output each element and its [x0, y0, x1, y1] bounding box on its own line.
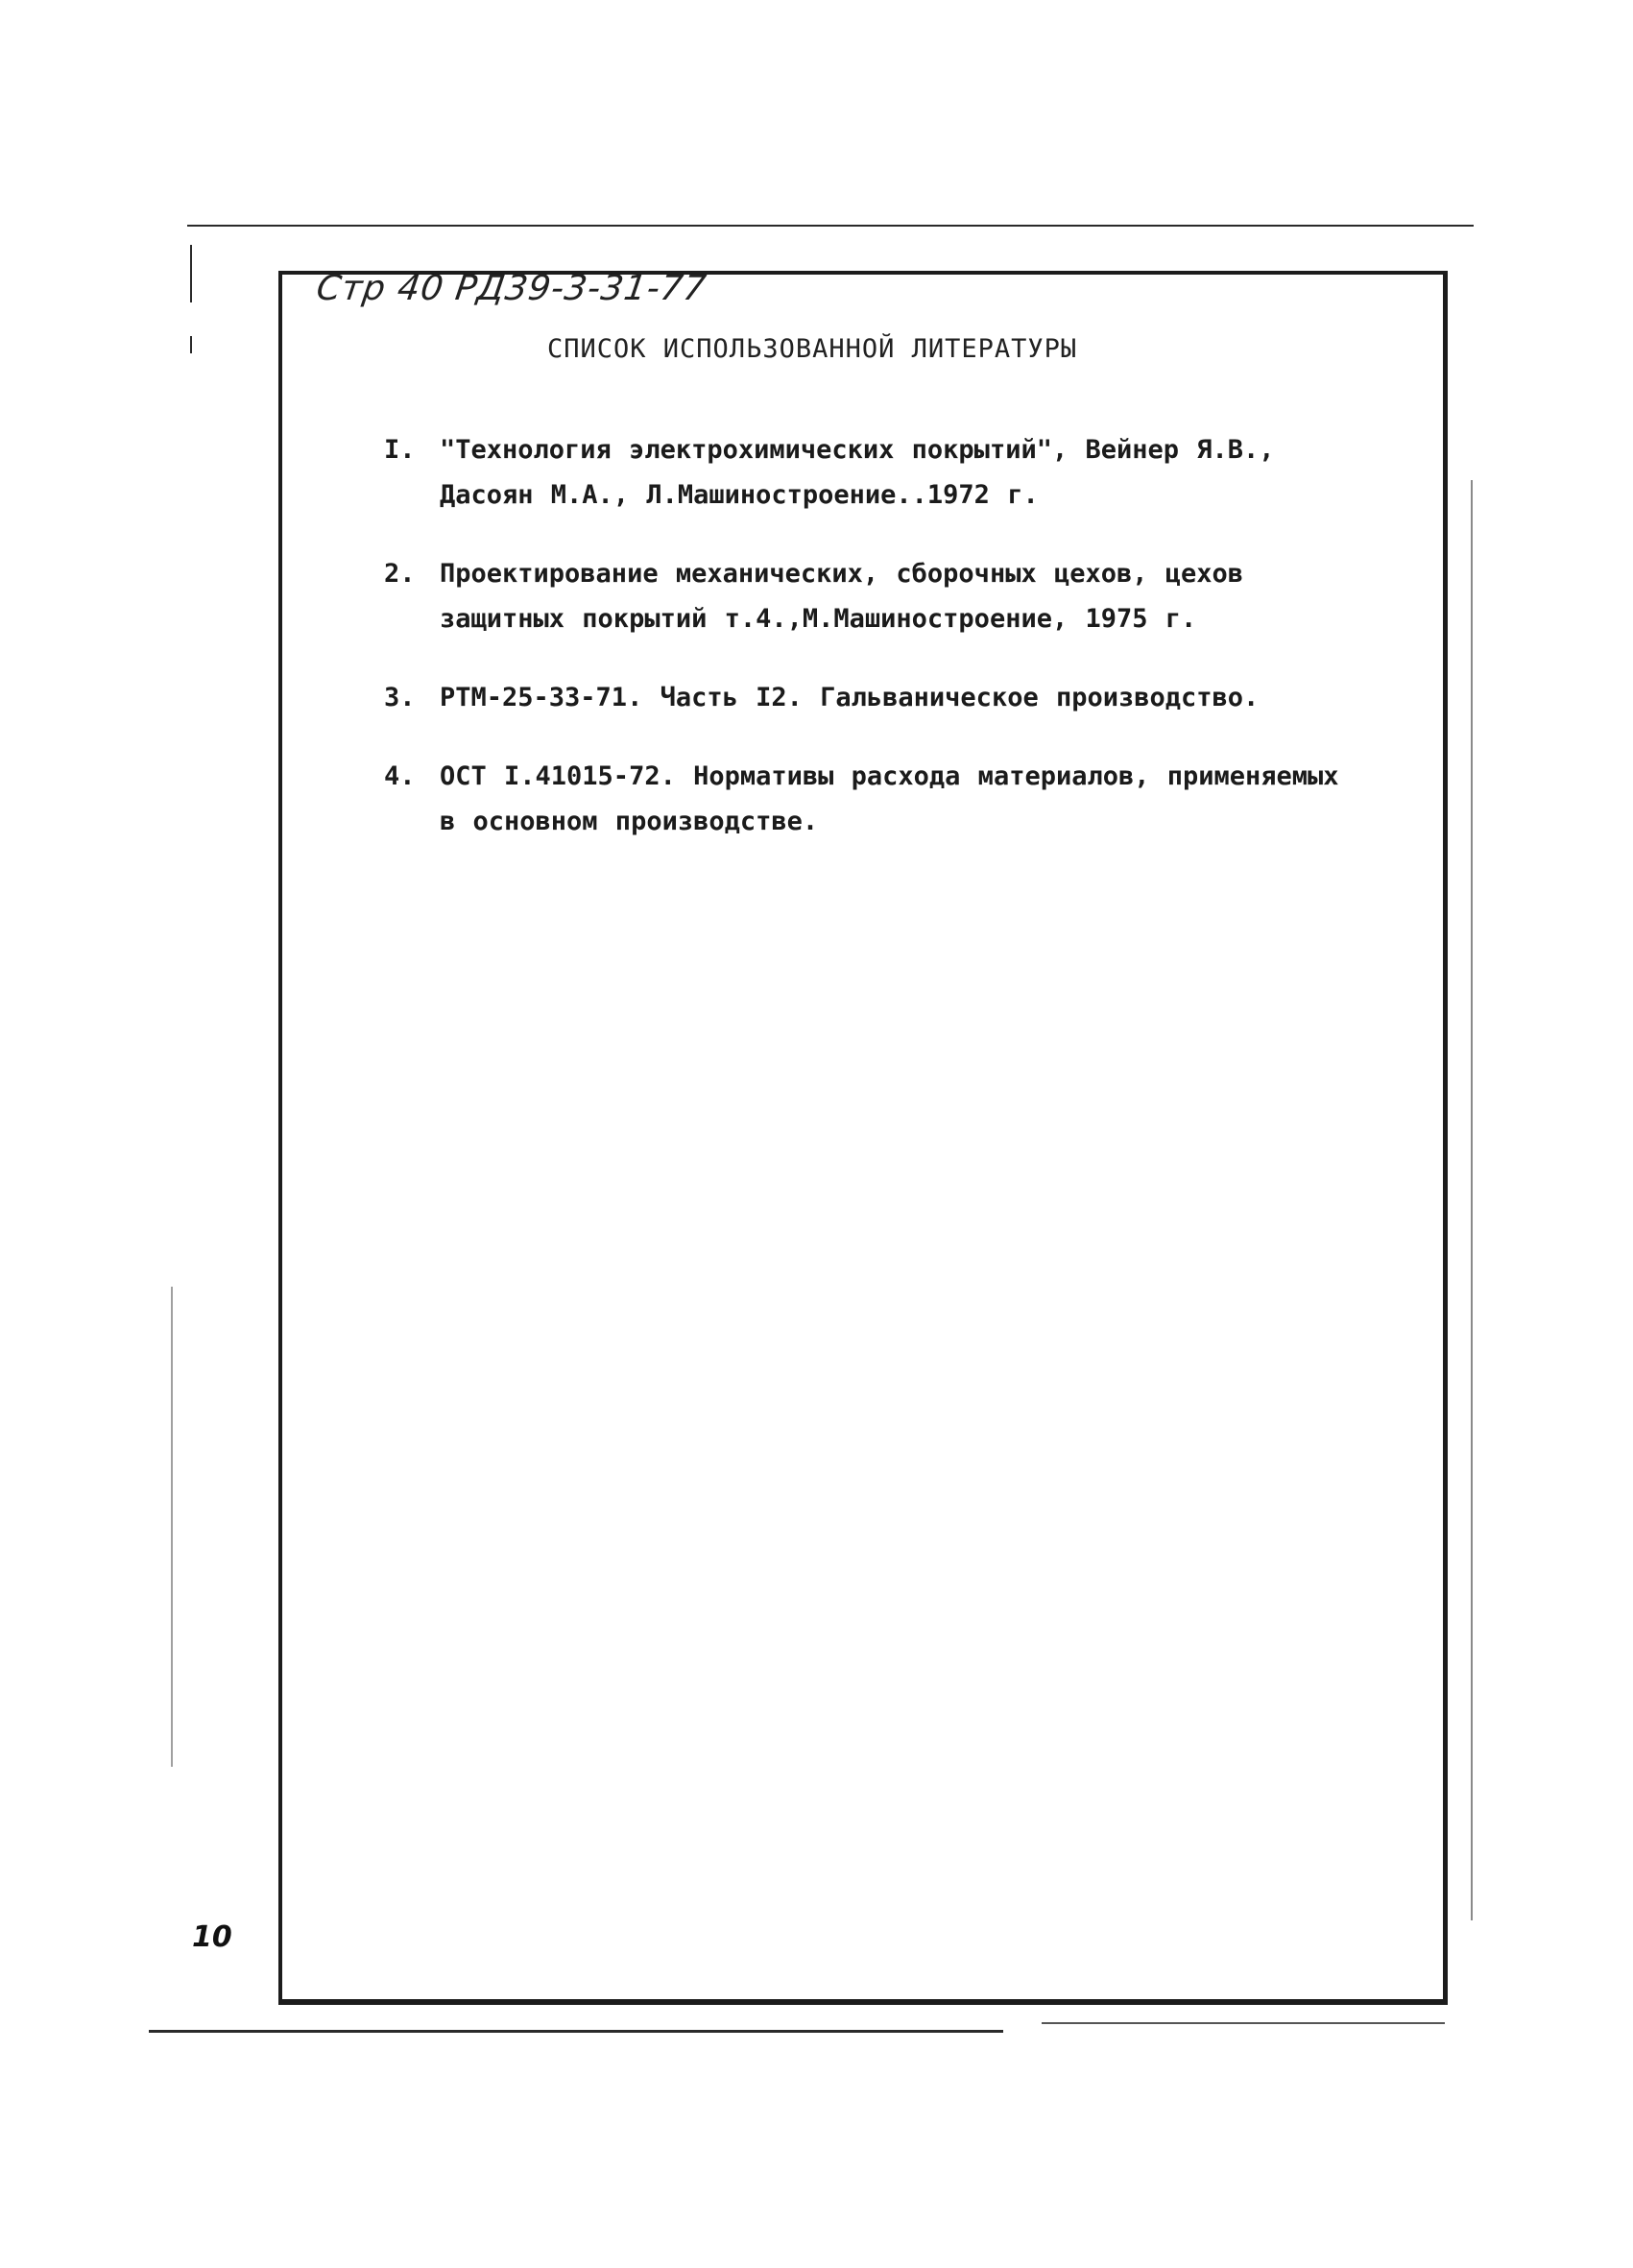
reference-item: [384, 427, 1363, 518]
reference-text-line: Дасоян М.А., Л.Машиностроение..1972 г.: [440, 480, 1039, 510]
reference-number: 4.: [384, 761, 416, 791]
reference-item: [384, 754, 1363, 844]
reference-item: [384, 551, 1363, 641]
left-edge-mark: [190, 245, 192, 302]
reference-item: [384, 675, 1363, 720]
reference-text-line: Проектирование механических, сборочных цехов, цехов: [440, 559, 1244, 589]
document-code: Стр 40 РД39-3-31-77: [314, 269, 709, 308]
reference-text-line: РТМ-25-33-71. Часть I2. Гальваническое производство.: [440, 683, 1260, 712]
reference-text-line: в основном производстве.: [440, 807, 819, 836]
reference-text-line: "Технология электрохимических покрытий", Вейнер Я.В.,: [440, 435, 1275, 465]
page-title: СПИСОК ИСПОЛЬЗОВАННОЙ ЛИТЕРАТУРЫ: [547, 334, 1078, 364]
reference-list: [384, 427, 1363, 878]
reference-number: 2.: [384, 559, 416, 589]
reference-number: I.: [384, 435, 416, 465]
left-side-dots: [171, 1287, 173, 1767]
right-edge-line: [1471, 480, 1473, 1920]
reference-number: 3.: [384, 683, 416, 712]
left-edge-mark-2: [190, 336, 192, 353]
bottom-edge-line: [149, 2030, 1003, 2033]
reference-text-line: ОСТ I.41015-72. Нормативы расхода материалов, применяемых: [440, 761, 1339, 791]
bottom-edge-line-2: [1042, 2022, 1445, 2024]
top-edge-line: [187, 225, 1474, 227]
reference-text-line: защитных покрытий т.4.,М.Машиностроение, 1975 г.: [440, 604, 1197, 634]
page-number: 10: [192, 1920, 232, 1954]
